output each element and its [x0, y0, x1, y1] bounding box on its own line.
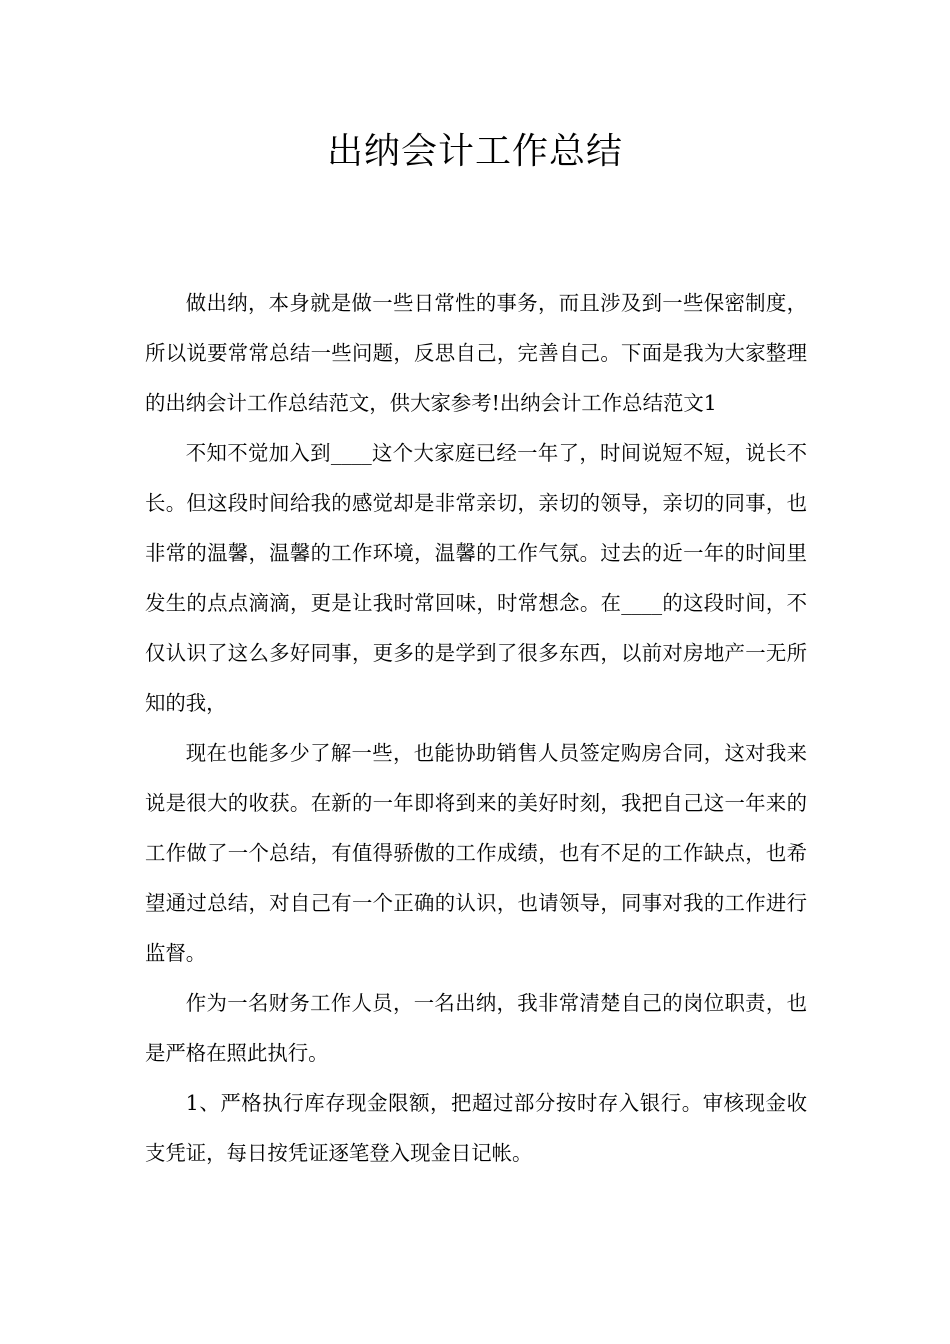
paragraph-item-1: 1、严格执行库存现金限额，把超过部分按时存入银行。审核现金收支凭证，每日按凭证逐笔登入现金日记帐。	[145, 1091, 807, 1165]
document-body	[145, 278, 807, 1178]
paragraph-joining: 不知不觉加入到____这个大家庭已经一年了，时间说短不短，说长不长。但这段时间给我的感觉却是非常亲切，亲切的领导，亲切的同事，也非常的温馨，温馨的工作环境，温馨的工作气氛。过去的近一年的时间里发生的点点滴滴，更是让我时常回味，时常想念。在____的这段时间，不仅认识了这么多好同事，更多的是学到了很多东西，以前对房地产一无所知的我，	[145, 441, 807, 715]
paragraph-summary: 现在也能多少了解一些，也能协助销售人员签定购房合同，这对我来说是很大的收获。在新的一年即将到来的美好时刻，我把自己这一年来的工作做了一个总结，有值得骄傲的工作成绩，也有不足的工作缺点，也希望通过总结，对自己有一个正确的认识，也请领导，同事对我的工作进行监督。	[145, 741, 807, 965]
paragraph-intro: 做出纳，本身就是做一些日常性的事务，而且涉及到一些保密制度，所以说要常常总结一些问题，反思自己，完善自己。下面是我为大家整理的出纳会计工作总结范文，供大家参考!出纳会计工作总结范文1	[145, 291, 807, 415]
document-title: 出纳会计工作总结	[326, 131, 623, 172]
paragraph-responsibility: 作为一名财务工作人员，一名出纳，我非常清楚自己的岗位职责，也是严格在照此执行。	[145, 991, 807, 1065]
